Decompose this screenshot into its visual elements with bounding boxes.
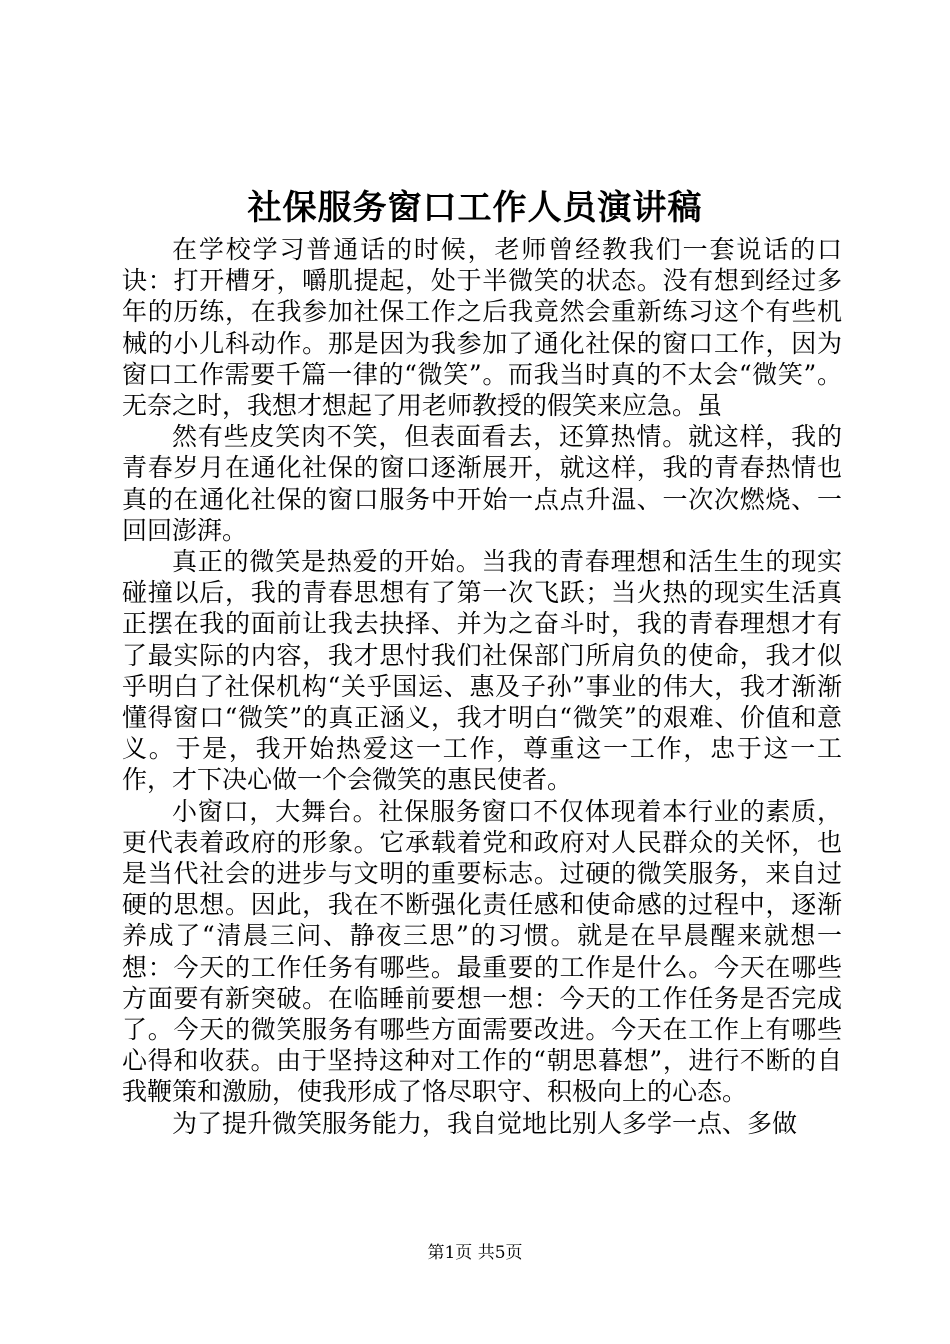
document-body xyxy=(122,234,842,1139)
page-number-footer: 第1页 共5页 xyxy=(427,1243,523,1263)
document-title: 社保服务窗口工作人员演讲稿 xyxy=(247,188,703,228)
paragraph-4: 小窗口，大舞台。社保服务窗口不仅体现着本行业的素质，更代表着政府的形象。它承载着党和政府对人民群众的关怀，也是当代社会的进步与文明的重要标志。过硬的微笑服务，来自过硬的思想。因此，我在不断强化责任感和使命感的过程中，逐渐养成了“清晨三问、静夜三思”的习惯。就是在早晨醒来就想一想：今天的工作任务有哪些。最重要的工作是什么。今天在哪些方面要有新突破。在临睡前要想一想：今天的工作任务是否完成了。今天的微笑服务有哪些方面需要改进。今天在工作上有哪些心得和收获。由于坚持这种对工作的“朝思暮想”，进行不断的自我鞭策和激励，使我形成了恪尽职守、积极向上的心态。 xyxy=(122,796,842,1107)
paragraph-3: 真正的微笑是热爱的开始。当我的青春理想和活生生的现实碰撞以后，我的青春思想有了第一次飞跃；当火热的现实生活真正摆在我的面前让我去抉择、并为之奋斗时，我的青春理想才有了最实际的内容，我才思忖我们社保部门所肩负的使命，我才似乎明白了社保机构“关乎国运、惠及子孙”事业的伟大，我才渐渐懂得窗口“微笑”的真正涵义，我才明白“微笑”的艰难、价值和意义。于是，我开始热爱这一工作，尊重这一工作，忠于这一工作，才下决心做一个会微笑的惠民使者。 xyxy=(122,547,842,795)
paragraph-1: 在学校学习普通话的时候，老师曾经教我们一套说话的口诀：打开槽牙，嚼肌提起，处于半微笑的状态。没有想到经过多年的历练，在我参加社保工作之后我竟然会重新练习这个有些机械的小儿科动作。那是因为我参加了通化社保的窗口工作，因为窗口工作需要千篇一律的“微笑”。而我当时真的不太会“微笑”。无奈之时，我想才想起了用老师教授的假笑来应急。虽 xyxy=(122,235,842,421)
paragraph-2: 然有些皮笑肉不笑，但表面看去，还算热情。就这样，我的青春岁月在通化社保的窗口逐渐展开，就这样，我的青春热情也真的在通化社保的窗口服务中开始一点点升温、一次次燃烧、一回回澎湃。 xyxy=(122,422,842,545)
paragraph-5: 为了提升微笑服务能力，我自觉地比别人多学一点、多做 xyxy=(172,1108,798,1138)
